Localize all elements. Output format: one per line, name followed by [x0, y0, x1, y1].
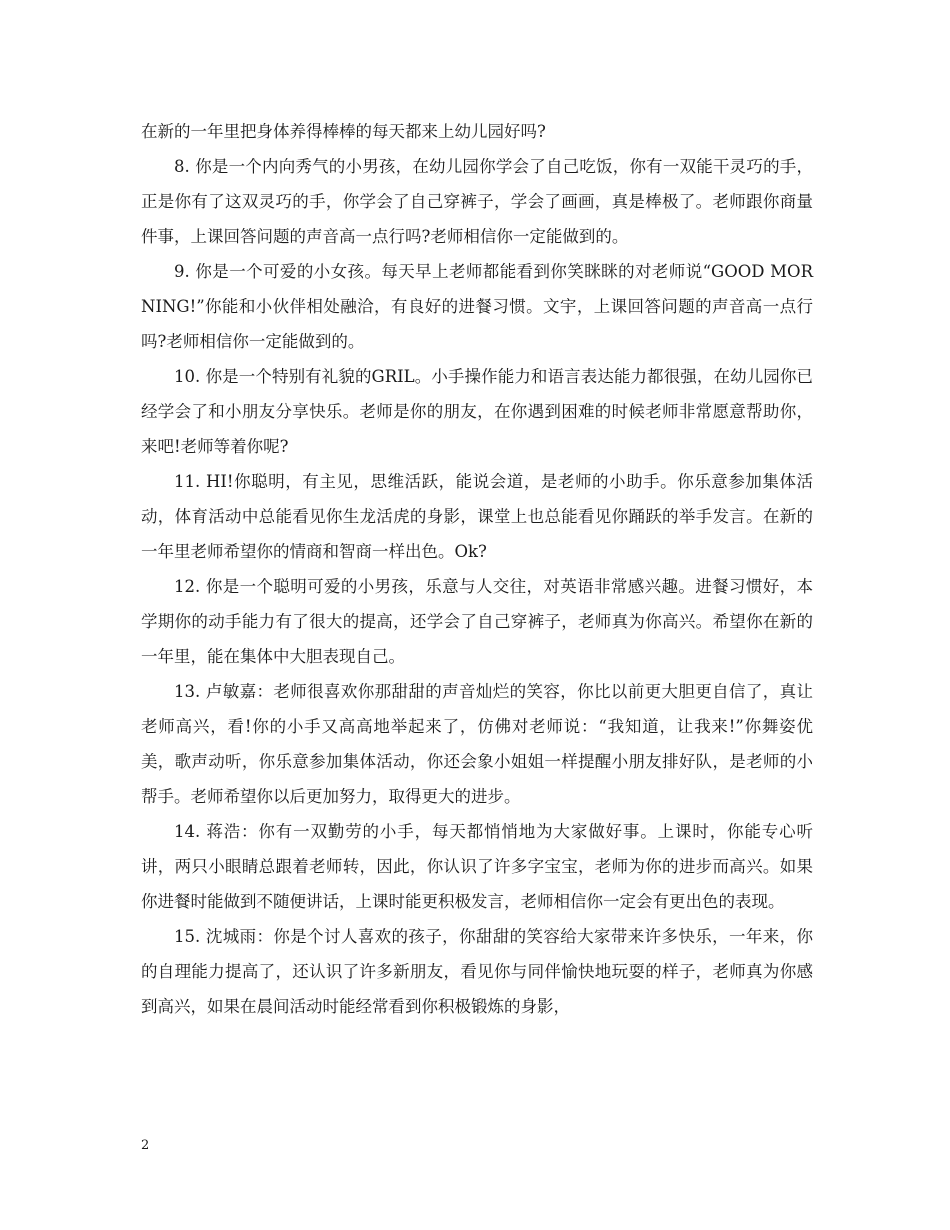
paragraph-continuation: 在新的一年里把身体养得棒棒的每天都来上幼儿园好吗?	[141, 122, 546, 141]
paragraph-item-9: 9. 你是一个可爱的小女孩。每天早上老师都能看到你笑眯眯的对老师说“GOOD MORNING!”你能和小伙伴相处融洽，有良好的进餐习惯。文宇，上课回答问题的声音高一点行吗?老师相信你一定能做到的。	[141, 262, 813, 351]
paragraph-item-10: 10. 你是一个特别有礼貌的GRIL。小手操作能力和语言表达能力都很强，在幼儿园你已经学会了和小朋友分享快乐。老师是你的朋友，在你遇到困难的时候老师非常愿意帮助你，来吧!老师等着你呢?	[141, 367, 813, 456]
paragraph-item-14: 14. 蒋浩：你有一双勤劳的小手，每天都悄悄地为大家做好事。上课时，你能专心听讲，两只小眼睛总跟着老师转，因此，你认识了许多字宝宝，老师为你的进步而高兴。如果你进餐时能做到不随便讲话，上课时能更积极发言，老师相信你一定会有更出色的表现。	[141, 822, 813, 911]
paragraph-item-12: 12. 你是一个聪明可爱的小男孩，乐意与人交往，对英语非常感兴趣。进餐习惯好，本学期你的动手能力有了很大的提高，还学会了自己穿裤子，老师真为你高兴。希望你在新的一年里，能在集体中大胆表现自己。	[141, 577, 813, 666]
document-body	[141, 114, 813, 1024]
paragraph-item-15: 15. 沈城雨：你是个讨人喜欢的孩子，你甜甜的笑容给大家带来许多快乐，一年来，你的自理能力提高了，还认识了许多新朋友，看见你与同伴愉快地玩耍的样子，老师真为你感到高兴，如果在晨间活动时能经常看到你积极锻炼的身影，	[141, 927, 813, 1016]
paragraph-item-13: 13. 卢敏嘉：老师很喜欢你那甜甜的声音灿烂的笑容，你比以前更大胆更自信了，真让老师高兴，看!你的小手又高高地举起来了，仿佛对老师说：“我知道，让我来!”你舞姿优美，歌声动听，你乐意参加集体活动，你还会象小姐姐一样提醒小朋友排好队，是老师的小帮手。老师希望你以后更加努力，取得更大的进步。	[141, 682, 813, 806]
page-number: 2	[141, 1138, 150, 1153]
paragraph-item-8: 8. 你是一个内向秀气的小男孩，在幼儿园你学会了自己吃饭，你有一双能干灵巧的手，正是你有了这双灵巧的手，你学会了自己穿裤子，学会了画画，真是棒极了。老师跟你商量件事，上课回答问题的声音高一点行吗?老师相信你一定能做到的。	[141, 157, 813, 246]
paragraph-item-11: 11. HI!你聪明，有主见，思维活跃，能说会道，是老师的小助手。你乐意参加集体活动，体育活动中总能看见你生龙活虎的身影，课堂上也总能看见你踊跃的举手发言。在新的一年里老师希望你的情商和智商一样出色。Ok?	[141, 472, 813, 561]
